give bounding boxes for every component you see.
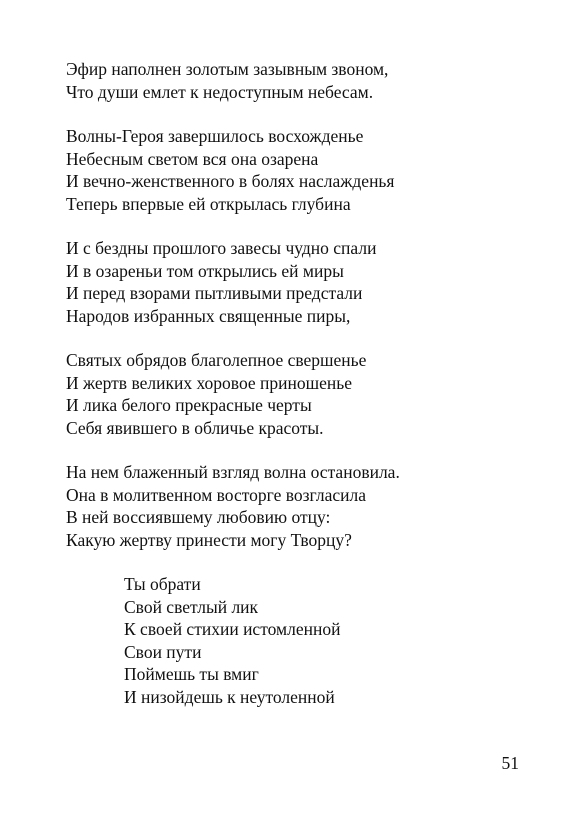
poem-line: И низойдешь к неутоленной [124, 686, 335, 707]
poem-line: В ней воссиявшему любовию отцу: [66, 507, 331, 527]
poem-line: Поймешь ты вмиг [124, 664, 259, 684]
poem-line: И лика белого прекрасные черты [66, 395, 312, 415]
stanza-2 [66, 125, 536, 215]
poem-line: И вечно-женственного в болях наслажденья [66, 171, 395, 191]
stanza-6-indented [66, 573, 536, 708]
stanza-5 [66, 461, 536, 551]
page-number: 51 [501, 753, 519, 773]
stanza-3 [66, 237, 536, 327]
poem-line: Эфир наполнен золотым зазывным звоном, [66, 59, 389, 79]
poem-line: Теперь впервые ей открылась глубина [66, 193, 351, 214]
poem-line: Святых обрядов благолепное свершенье [66, 350, 367, 370]
poem-line: Волны-Героя завершилось восхожденье [66, 126, 364, 146]
poem-line: Небесным светом вся она озарена [66, 148, 319, 169]
poem-line: Какую жертву принести могу Творцу? [66, 529, 352, 550]
poem-line: И в озареньи том открылись ей миры [66, 260, 344, 281]
poem-line: Народов избранных священные пиры, [66, 305, 351, 326]
poem-line: И с бездны прошлого завесы чудно спали [66, 238, 377, 258]
poem-line: И перед взорами пытливыми предстали [66, 283, 363, 303]
poem-line: Свои пути [124, 641, 202, 662]
poem-line: Она в молитвенном восторге возгласила [66, 484, 366, 505]
poem-line: На нем блаженный взгляд волна остановила. [66, 462, 400, 482]
poem-line: Что души емлет к недоступным небесам. [66, 81, 374, 102]
poem-line: Свой светлый лик [124, 596, 259, 617]
stanza-1 [66, 58, 536, 103]
poem-line: Себя явившего в обличье красоты. [66, 417, 324, 438]
stanza-4 [66, 349, 536, 439]
poem-line: Ты обрати [124, 574, 201, 594]
poem-text [66, 58, 536, 730]
poem-line: К своей стихии истомленной [124, 619, 341, 639]
poem-line: И жертв великих хоровое приношенье [66, 372, 352, 393]
